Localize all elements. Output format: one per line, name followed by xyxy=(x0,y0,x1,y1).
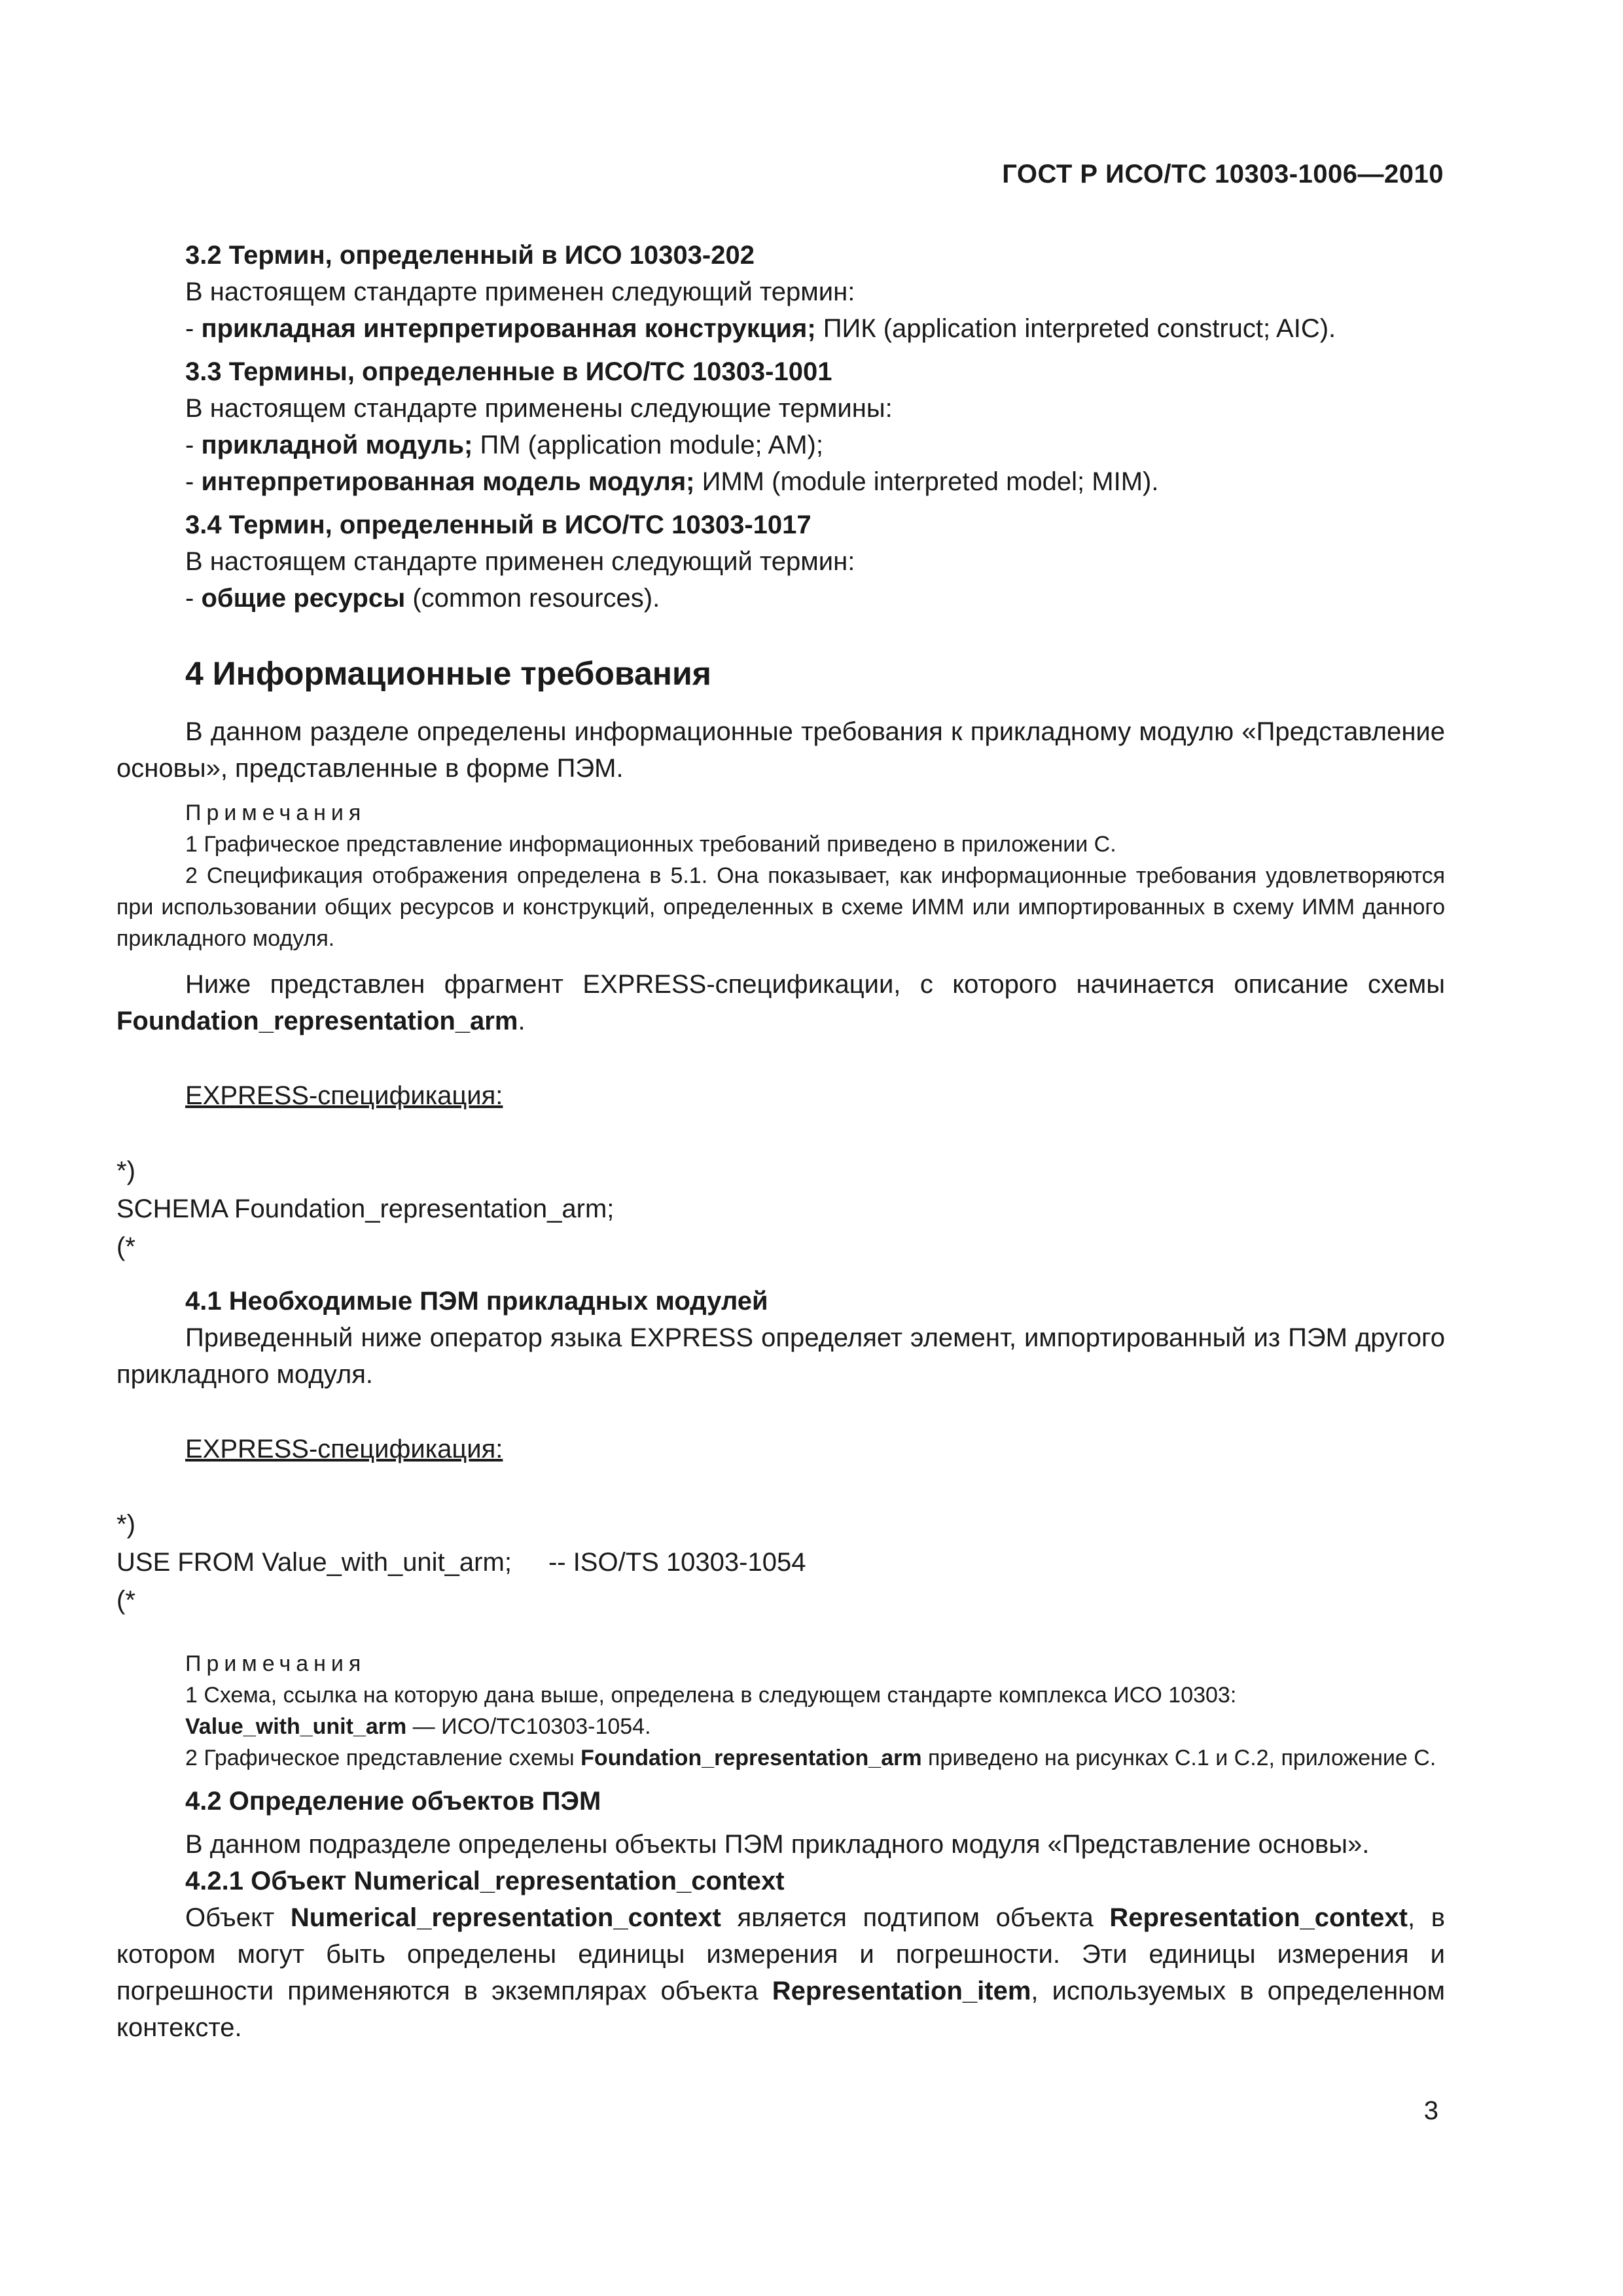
schema-name: Foundation_representation_arm xyxy=(580,1746,922,1770)
text: 4.2.1 Объект xyxy=(185,1867,354,1895)
code-line-3: (* xyxy=(116,1586,135,1615)
code-use-from: USE FROM Value_with_unit_arm; xyxy=(116,1548,512,1577)
express-spec-label: EXPRESS-спецификация: xyxy=(185,1081,503,1110)
term-bold: общие ресурсы xyxy=(201,584,406,613)
code-line-1: *) xyxy=(116,1510,135,1539)
heading-4: 4 Информационные требования xyxy=(185,655,711,692)
heading-3-3: 3.3 Термины, определенные в ИСО/ТС 10303-1001 xyxy=(185,357,832,386)
code-line-2: SCHEMA Foundation_representation_arm; xyxy=(116,1194,615,1223)
note-1: 1 Схема, ссылка на которую дана выше, определена в следующем стандарте комплекса ИСО 10303: xyxy=(185,1683,1237,1708)
text: 2 Графическое представление схемы xyxy=(185,1746,581,1770)
term-bold: прикладной модуль; xyxy=(201,431,473,459)
document-id-header: ГОСТ Р ИСО/ТС 10303-1006—2010 xyxy=(1002,160,1444,188)
note-1-continued xyxy=(116,1711,1445,1742)
term-rest: ИММ (module interpreted model; MIM). xyxy=(694,467,1159,496)
sec-4-1-paragraph: Приведенный ниже оператор языка EXPRESS определяет элемент, импортированный из ПЭМ другого прикладного модуля. xyxy=(116,1323,1445,1389)
dash: - xyxy=(185,314,202,343)
heading-4-2: 4.2 Определение объектов ПЭМ xyxy=(185,1787,601,1816)
entity-name: Numerical_representation_context xyxy=(290,1903,721,1932)
sec-4-paragraph-2 xyxy=(116,966,1445,1039)
notes-label: Примечания xyxy=(185,800,366,825)
page-content xyxy=(116,230,1445,2046)
code-line-2 xyxy=(116,1543,1445,1581)
heading-3-4: 3.4 Термин, определенный в ИСО/ТС 10303-1017 xyxy=(185,511,812,539)
notes-label: Примечания xyxy=(185,1651,366,1676)
sec-3-4-intro: В настоящем стандарте применен следующий термин: xyxy=(185,547,855,576)
text: , используемых в определенном контексте. xyxy=(116,1977,1445,2042)
code-comment: -- ISO/TS 10303-1054 xyxy=(548,1548,806,1577)
dash: - xyxy=(185,431,202,459)
text: . xyxy=(518,1007,526,1035)
sec-3-3-intro: В настоящем стандарте применены следующие термины: xyxy=(185,394,893,423)
sec-4-2-paragraph: В данном подразделе определены объекты ПЭМ прикладного модуля «Представление основы». xyxy=(185,1830,1370,1859)
note-2: 2 Спецификация отображения определена в 5.1. Она показывает, как информационные требования удовлетворяются при использовании общих ресурсов и конструкций, определенных в схеме ИММ или импортированных в схему ИММ данного прикладного модуля. xyxy=(116,863,1445,951)
entity-name: Numerical_representation_context xyxy=(353,1867,785,1895)
sec-3-2-term-1 xyxy=(116,310,1445,347)
note-1: 1 Графическое представление информационных требований приведено в приложении С. xyxy=(185,832,1116,857)
heading-4-1: 4.1 Необходимые ПЭМ прикладных модулей xyxy=(185,1287,768,1316)
entity-name: Representation_context xyxy=(1109,1903,1408,1932)
text: является подтипом объекта xyxy=(721,1903,1110,1932)
term-rest: ПМ (application module; AM); xyxy=(473,431,823,459)
text: , в котором могут быть определены единицы измерения и погрешности. Эти единицы измерения и погрешности применяются в экземплярах объекта xyxy=(116,1903,1445,2005)
note-2 xyxy=(116,1742,1445,1774)
dash: - xyxy=(185,584,202,613)
term-bold: прикладная интерпретированная конструкция; xyxy=(201,314,816,343)
dash: - xyxy=(185,467,202,496)
heading-4-2-1 xyxy=(116,1863,1445,1899)
heading-3-2: 3.2 Термин, определенный в ИСО 10303-202 xyxy=(185,241,755,270)
express-spec-label: EXPRESS-спецификация: xyxy=(185,1435,503,1463)
sec-3-3-term-1 xyxy=(116,427,1445,463)
term-bold: интерпретированная модель модуля; xyxy=(201,467,695,496)
schema-name: Foundation_representation_arm xyxy=(116,1007,518,1035)
text: — ИСО/ТС10303-1054. xyxy=(406,1714,651,1739)
sec-3-4-term-1 xyxy=(116,580,1445,617)
sec-4-2-1-paragraph xyxy=(116,1899,1445,2046)
text: приведено на рисунках С.1 и С.2, приложение С. xyxy=(921,1746,1436,1770)
sec-4-paragraph-1: В данном разделе определены информационные требования к прикладному модулю «Представление основы», представленные в форме ПЭМ. xyxy=(116,717,1445,783)
page-number: 3 xyxy=(1423,2096,1438,2125)
code-line-3: (* xyxy=(116,1232,135,1261)
schema-name: Value_with_unit_arm xyxy=(185,1714,407,1739)
text: Объект xyxy=(185,1903,291,1932)
entity-name: Representation_item xyxy=(772,1977,1031,2005)
code-line-1: *) xyxy=(116,1157,135,1185)
term-rest: (common resources). xyxy=(405,584,660,613)
text: Ниже представлен фрагмент EXPRESS-спецификации, с которого начинается описание схемы xyxy=(185,970,1445,999)
sec-3-3-term-2 xyxy=(116,463,1445,500)
term-rest: ПИК (application interpreted construct; AIC). xyxy=(815,314,1336,343)
sec-3-2-intro: В настоящем стандарте применен следующий термин: xyxy=(185,278,855,306)
